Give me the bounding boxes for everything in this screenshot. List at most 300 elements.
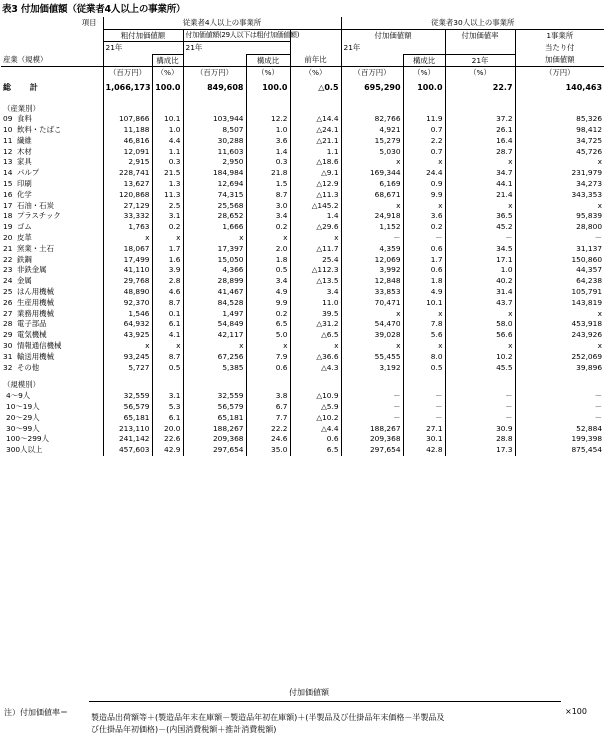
unit-million-1: （百万円） (103, 67, 152, 79)
header-group-4-plus: 従業者4人以上の事業所 (103, 17, 341, 29)
table-cell: 22.6 (152, 434, 183, 445)
table-cell: 1.7 (403, 255, 445, 266)
header-per-establishment-3: 加価値額 (515, 54, 604, 67)
industry-code: 31 (3, 351, 13, 361)
table-cell: 33,853 (341, 287, 403, 298)
table-cell: 8,507 (183, 125, 246, 136)
header-year-net: 21年 (183, 42, 246, 55)
table-cell: 0.6 (290, 434, 341, 445)
table-row (1, 352, 604, 363)
table-cell: 48,890 (103, 287, 152, 298)
unit-pct-2: （%） (246, 67, 290, 79)
table-cell: 10.1 (152, 114, 183, 125)
industry-code: 20 (3, 233, 13, 243)
table-cell: 40.2 (445, 276, 515, 287)
table-cell: △145.2 (290, 201, 341, 212)
table-cell: 30.1 (403, 434, 445, 445)
row-label (1, 330, 103, 341)
header-group-30-plus: 従業者30人以上の事業所 (341, 17, 604, 29)
table-cell: 13,627 (103, 179, 152, 190)
table-cell: 21.8 (246, 168, 290, 179)
table-cell: 28.8 (445, 434, 515, 445)
table-cell: － (445, 233, 515, 244)
table-body (1, 79, 604, 457)
table-cell: 3.4 (246, 211, 290, 222)
table-cell: － (515, 233, 604, 244)
table-cell: 28.7 (445, 147, 515, 158)
table-cell: 7.7 (246, 413, 290, 424)
table-cell: 1.0 (152, 125, 183, 136)
table-cell: 4,921 (341, 125, 403, 136)
table-cell: 55,455 (341, 352, 403, 363)
row-label (1, 319, 103, 330)
table-cell: 42,117 (183, 330, 246, 341)
table-cell: 24.6 (246, 434, 290, 445)
header-yoy: 前年比 (290, 54, 341, 67)
table-header (1, 17, 604, 79)
total-cell: 849,608 (183, 79, 246, 97)
table-cell: 1,546 (103, 309, 152, 320)
table-cell: 343,353 (515, 190, 604, 201)
total-cell: 22.7 (445, 79, 515, 97)
table-cell: 1.6 (152, 255, 183, 266)
table-cell: x (290, 233, 341, 244)
table-cell: － (341, 413, 403, 424)
unit-million-3: （百万円） (341, 67, 403, 79)
table-cell: 34,725 (515, 136, 604, 147)
table-row (1, 287, 604, 298)
table-cell: 0.2 (246, 222, 290, 233)
table-cell: 12,069 (341, 255, 403, 266)
row-label (1, 201, 103, 212)
table-row (1, 341, 604, 352)
table-cell: 297,654 (183, 445, 246, 456)
row-label (1, 391, 103, 402)
table-cell: △6.5 (290, 330, 341, 341)
table-cell: 143,819 (515, 298, 604, 309)
table-cell: 9.9 (246, 298, 290, 309)
header-item: 項目 (81, 18, 97, 28)
table-cell: 56,579 (103, 402, 152, 413)
table-cell: 209,368 (183, 434, 246, 445)
table-cell: 3.9 (152, 265, 183, 276)
industry-code: 12 (3, 146, 13, 156)
industry-name: 木材 (17, 146, 32, 156)
table-cell: 15,050 (183, 255, 246, 266)
table-row (1, 222, 604, 233)
table-cell: 34.7 (445, 168, 515, 179)
table-cell: 105,791 (515, 287, 604, 298)
table-cell: 1,152 (341, 222, 403, 233)
table-cell: x (341, 309, 403, 320)
table-cell: 21.4 (445, 190, 515, 201)
table-cell: 213,110 (103, 424, 152, 435)
table-cell: 12,091 (103, 147, 152, 158)
industry-name: 生産用機械 (17, 297, 54, 307)
row-label (1, 445, 103, 456)
row-label (1, 352, 103, 363)
table-row (1, 125, 604, 136)
table-cell: 297,654 (341, 445, 403, 456)
table-cell: － (515, 402, 604, 413)
industry-name: パルプ (17, 168, 40, 178)
table-cell: 25,568 (183, 201, 246, 212)
table-cell: △21.1 (290, 136, 341, 147)
header-per-establishment-1: 1事業所 (515, 29, 604, 42)
table-cell: 453,918 (515, 319, 604, 330)
table-cell: － (341, 402, 403, 413)
industry-name: 食料 (17, 114, 32, 124)
table-cell: 34,273 (515, 179, 604, 190)
table-cell: 27,129 (103, 201, 152, 212)
table-cell: 84,528 (183, 298, 246, 309)
scale-name: 20～29人 (6, 412, 40, 422)
table-row (1, 413, 604, 424)
table-cell: － (341, 233, 403, 244)
industry-name: プラスチック (17, 211, 61, 221)
total-cell: 100.0 (152, 79, 183, 97)
table-cell: 209,368 (341, 434, 403, 445)
industry-name: 金属 (17, 276, 32, 286)
table-cell: 20.0 (152, 424, 183, 435)
table-cell: 231,979 (515, 168, 604, 179)
total-cell: 1,066,173 (103, 79, 152, 97)
table-cell: 32,559 (183, 391, 246, 402)
table-cell: － (445, 413, 515, 424)
table-cell: 11.3 (152, 190, 183, 201)
table-cell: △10.2 (290, 413, 341, 424)
industry-name: 飲料・たばこ (17, 125, 62, 135)
industry-name: 電気機械 (17, 330, 47, 340)
industry-name: 印刷 (17, 179, 32, 189)
table-cell: 6.7 (246, 402, 290, 413)
header-share-gross: 構成比 (152, 54, 183, 67)
table-cell: 2,915 (103, 157, 152, 168)
table-cell: 6.1 (152, 319, 183, 330)
table-cell: 228,741 (103, 168, 152, 179)
table-row (1, 363, 604, 374)
table-cell: 875,454 (515, 445, 604, 456)
row-label (1, 402, 103, 413)
industry-code: 28 (3, 319, 13, 329)
industry-code: 11 (3, 135, 13, 145)
table-row (1, 265, 604, 276)
table-cell: 11.0 (290, 298, 341, 309)
table-cell: 0.2 (246, 309, 290, 320)
table-cell: 11.9 (403, 114, 445, 125)
industry-code: 25 (3, 287, 13, 297)
table-row (1, 402, 604, 413)
table-cell: 98,412 (515, 125, 604, 136)
table-cell: 28,899 (183, 276, 246, 287)
header-per-establishment-2: 当たり付 (515, 42, 604, 55)
table-cell: 30.9 (445, 424, 515, 435)
industry-name: 情報通信機械 (17, 341, 62, 351)
table-cell: 4.1 (152, 330, 183, 341)
table-cell: 184,984 (183, 168, 246, 179)
unit-pct-3: （%） (290, 67, 341, 79)
table-cell: 3.8 (246, 391, 290, 402)
table-row (1, 233, 604, 244)
table-cell: x (341, 341, 403, 352)
table-cell: 45,726 (515, 147, 604, 158)
table-cell: 0.6 (403, 244, 445, 255)
table-cell: △4.4 (290, 424, 341, 435)
table-cell: 5.3 (152, 402, 183, 413)
table-cell: x (290, 341, 341, 352)
table-cell: 11,188 (103, 125, 152, 136)
row-label (1, 244, 103, 255)
table-cell: 0.3 (152, 157, 183, 168)
table-cell: 15,279 (341, 136, 403, 147)
table-cell: 31.4 (445, 287, 515, 298)
total-label: 総 計 (3, 82, 46, 92)
table-cell: 457,603 (103, 445, 152, 456)
table-cell: 39,896 (515, 363, 604, 374)
table-cell: 28,652 (183, 211, 246, 222)
industry-code: 14 (3, 168, 13, 178)
table-cell: 34.5 (445, 244, 515, 255)
table-row (1, 309, 604, 320)
table-cell: 1.4 (246, 147, 290, 158)
table-cell: x (445, 157, 515, 168)
table-cell: 8.7 (152, 298, 183, 309)
table-cell: 35.0 (246, 445, 290, 456)
table-cell: 6.5 (246, 319, 290, 330)
table-cell: 82,766 (341, 114, 403, 125)
table-row (1, 330, 604, 341)
table-cell: 2.2 (403, 136, 445, 147)
table-cell: 2,950 (183, 157, 246, 168)
header-year-rate: 21年 (445, 54, 515, 67)
table-cell: 0.5 (152, 363, 183, 374)
table-cell: 0.9 (403, 179, 445, 190)
table-cell: 1,666 (183, 222, 246, 233)
table-cell: x (341, 201, 403, 212)
table-cell: 25.4 (290, 255, 341, 266)
table-cell: 28,800 (515, 222, 604, 233)
table-cell: 199,398 (515, 434, 604, 445)
table-cell: 17,499 (103, 255, 152, 266)
table-cell: 107,866 (103, 114, 152, 125)
fraction-line (89, 701, 561, 702)
table-cell: 252,069 (515, 352, 604, 363)
table-cell: x (152, 233, 183, 244)
header-gross-value-added: 粗付加価値額 (103, 29, 183, 42)
header-share-30: 構成比 (403, 54, 445, 67)
table-cell: 30,288 (183, 136, 246, 147)
industry-name: 非鉄金属 (17, 265, 47, 275)
table-cell: 0.5 (246, 265, 290, 276)
industry-code: 16 (3, 189, 13, 199)
table-cell: △5.9 (290, 402, 341, 413)
table-cell: － (403, 233, 445, 244)
table-cell: 5,727 (103, 363, 152, 374)
industry-name: 石油・石炭 (17, 200, 54, 210)
table-cell: △11.7 (290, 244, 341, 255)
section-label: （規模別） (3, 380, 40, 390)
footnote-factor: ×100 (565, 707, 587, 716)
value-added-table (1, 17, 604, 456)
scale-name: 100～299人 (6, 434, 49, 444)
table-cell: x (152, 341, 183, 352)
table-cell: x (103, 341, 152, 352)
table-cell: 64,932 (103, 319, 152, 330)
table-cell: 1.4 (290, 211, 341, 222)
table-cell: x (445, 341, 515, 352)
table-cell: 95,839 (515, 211, 604, 222)
table-cell: 8.7 (152, 352, 183, 363)
row-label (1, 168, 103, 179)
table-cell: 21.5 (152, 168, 183, 179)
table-cell: － (515, 391, 604, 402)
table-row (1, 391, 604, 402)
row-label (1, 147, 103, 158)
table-row (1, 136, 604, 147)
table-row (1, 190, 604, 201)
table-cell: 5,385 (183, 363, 246, 374)
table-cell: 6.5 (290, 445, 341, 456)
table-cell: △24.1 (290, 125, 341, 136)
table-cell: 2.5 (152, 201, 183, 212)
industry-code: 15 (3, 179, 13, 189)
industry-name: 繊維 (17, 135, 32, 145)
header-share-net: 構成比 (246, 54, 290, 67)
table-cell: 0.7 (403, 147, 445, 158)
table-cell: 85,326 (515, 114, 604, 125)
table-cell: 42.9 (152, 445, 183, 456)
table-cell: x (183, 341, 246, 352)
industry-code: 23 (3, 265, 13, 275)
table-cell: 4.9 (246, 287, 290, 298)
spacer-row (1, 97, 604, 104)
header-value-added-rate: 付加価値率 (445, 29, 515, 42)
table-cell: 8.7 (246, 190, 290, 201)
table-cell: 65,181 (103, 413, 152, 424)
table-cell: 1.8 (403, 276, 445, 287)
footnote-head: 注）付加価値率＝ (4, 708, 68, 717)
table-cell: 2.8 (152, 276, 183, 287)
table-cell: 42.8 (403, 445, 445, 456)
industry-name: はん用機械 (17, 287, 54, 297)
table-cell: x (103, 233, 152, 244)
table-cell: 103,944 (183, 114, 246, 125)
footnote-denominator-line-1: 製造品出荷額等＋(製造品年末在庫額－製造品年初在庫額)＋(半製品及び仕掛品年末価格－半製品及 (91, 713, 445, 722)
row-label (1, 276, 103, 287)
row-label (1, 222, 103, 233)
table-cell: △12.9 (290, 179, 341, 190)
table-cell: △36.6 (290, 352, 341, 363)
total-cell: △0.5 (290, 79, 341, 97)
total-cell: 100.0 (403, 79, 445, 97)
table-cell: 39.5 (290, 309, 341, 320)
scale-name: 30～99人 (6, 423, 40, 433)
industry-name: その他 (17, 362, 40, 372)
table-cell: 1.1 (152, 147, 183, 158)
table-cell: 188,267 (183, 424, 246, 435)
row-label (1, 413, 103, 424)
table-cell: △29.6 (290, 222, 341, 233)
table-cell: 4,366 (183, 265, 246, 276)
table-cell: 1,763 (103, 222, 152, 233)
table-title: 表3 付加価値額（従業者4人以上の事業所） (2, 4, 186, 15)
table-cell: △9.1 (290, 168, 341, 179)
row-label (1, 190, 103, 201)
industry-code: 10 (3, 125, 13, 135)
row-label (1, 341, 103, 352)
table-row (1, 211, 604, 222)
table-cell: x (445, 201, 515, 212)
header-year-30: 21年 (341, 42, 403, 55)
table-cell: 46,816 (103, 136, 152, 147)
table-cell: △31.2 (290, 319, 341, 330)
table-cell: 44,357 (515, 265, 604, 276)
industry-name: 家具 (17, 157, 32, 167)
section-scale (1, 380, 604, 391)
header-industry: 産業（規模） (1, 54, 103, 67)
scale-name: 10～19人 (6, 402, 40, 412)
table-cell: △13.5 (290, 276, 341, 287)
table-cell: 54,470 (341, 319, 403, 330)
industry-code: 30 (3, 341, 13, 351)
table-cell: 0.2 (152, 222, 183, 233)
industry-name: 業務用機械 (17, 308, 54, 318)
table-cell: 65,181 (183, 413, 246, 424)
footnote-numerator: 付加価値額 (289, 688, 329, 697)
row-label (1, 424, 103, 435)
table-cell: 24,918 (341, 211, 403, 222)
table-cell: 6.1 (152, 413, 183, 424)
table-cell: 5,030 (341, 147, 403, 158)
table-cell: 0.5 (403, 363, 445, 374)
table-cell: 12.2 (246, 114, 290, 125)
table-cell: 241,142 (103, 434, 152, 445)
unit-million-2: （百万円） (183, 67, 246, 79)
table-cell: x (403, 157, 445, 168)
table-cell: 3.6 (403, 211, 445, 222)
table-row (1, 424, 604, 435)
industry-name: 鉄鋼 (17, 254, 32, 264)
table-cell: － (403, 402, 445, 413)
table-cell: 29,768 (103, 276, 152, 287)
table-cell: x (183, 233, 246, 244)
table-cell: 41,467 (183, 287, 246, 298)
row-label (1, 136, 103, 147)
table-row (1, 244, 604, 255)
table-row (1, 179, 604, 190)
table-cell: 27.1 (403, 424, 445, 435)
table-cell: x (403, 341, 445, 352)
table-cell: 17,397 (183, 244, 246, 255)
table-cell: 17.1 (445, 255, 515, 266)
industry-name: 輸送用機械 (17, 351, 54, 361)
table-cell: 1.0 (246, 125, 290, 136)
header-value-added-30: 付加価値額 (341, 29, 445, 42)
table-cell: x (515, 157, 604, 168)
table-cell: 2.0 (246, 244, 290, 255)
table-cell: 44.1 (445, 179, 515, 190)
table-cell: △18.6 (290, 157, 341, 168)
unit-pct-5: （%） (445, 67, 515, 79)
table-cell: 32,559 (103, 391, 152, 402)
table-cell: 3,992 (341, 265, 403, 276)
industry-code: 32 (3, 362, 13, 372)
table-cell: △14.4 (290, 114, 341, 125)
table-cell: 0.2 (403, 222, 445, 233)
table-row (1, 255, 604, 266)
table-cell: △112.3 (290, 265, 341, 276)
row-label (1, 255, 103, 266)
